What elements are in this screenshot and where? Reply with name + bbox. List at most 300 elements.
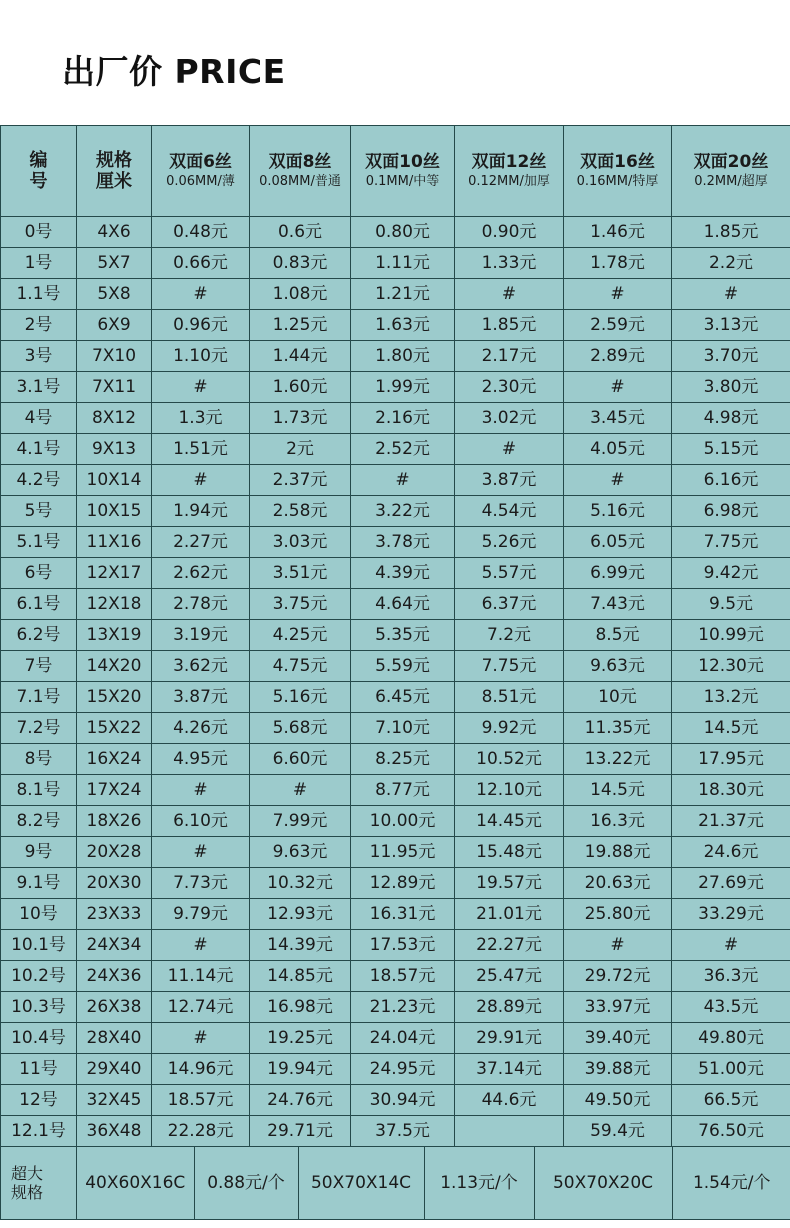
row-price: 1.11元 (351, 248, 455, 279)
row-price: 22.27元 (455, 930, 564, 961)
row-size: 9X13 (77, 434, 152, 465)
row-price: 2.62元 (152, 558, 250, 589)
row-price: 49.50元 (564, 1085, 672, 1116)
row-price: # (455, 434, 564, 465)
row-price: 10.52元 (455, 744, 564, 775)
header-spec-bottom: 厘米 (96, 171, 132, 192)
row-price: 0.90元 (455, 217, 564, 248)
row-price: 39.40元 (564, 1023, 672, 1054)
row-number: 10.2号 (1, 961, 77, 992)
row-number: 9号 (1, 837, 77, 868)
header-number-bottom: 号 (29, 171, 48, 192)
row-number: 0号 (1, 217, 77, 248)
row-price: 37.14元 (455, 1054, 564, 1085)
row-price: 33.29元 (672, 899, 790, 930)
row-price: 1.10元 (152, 341, 250, 372)
row-price: 1.25元 (250, 310, 351, 341)
row-price: 0.6元 (250, 217, 351, 248)
row-number: 11号 (1, 1054, 77, 1085)
header-col-8-sub: 0.08MM/普通 (259, 174, 341, 189)
header-col-20-sub: 0.2MM/超厚 (694, 174, 768, 189)
row-price: 12.10元 (455, 775, 564, 806)
table-row (1, 868, 790, 899)
row-price: 12.93元 (250, 899, 351, 930)
price-table (0, 125, 790, 1220)
row-price: 4.26元 (152, 713, 250, 744)
row-number: 5.1号 (1, 527, 77, 558)
row-size: 14X20 (77, 651, 152, 682)
row-price: 3.13元 (672, 310, 790, 341)
row-number: 6.2号 (1, 620, 77, 651)
row-price: 59.4元 (564, 1116, 672, 1147)
oversize-price: 0.88元/个 (194, 1147, 298, 1219)
row-price: 6.05元 (564, 527, 672, 558)
row-price: 44.6元 (455, 1085, 564, 1116)
row-price: 7.75元 (455, 651, 564, 682)
oversize-size: 40X60X16C (77, 1147, 194, 1219)
table-row (1, 837, 790, 868)
row-price: 49.80元 (672, 1023, 790, 1054)
table-row (1, 527, 790, 558)
table-row (1, 217, 790, 248)
row-price: 10.99元 (672, 620, 790, 651)
header-number-top: 编 (29, 150, 48, 171)
header-col-16-main: 双面16丝 (580, 152, 655, 172)
row-price: 9.63元 (564, 651, 672, 682)
row-number: 5号 (1, 496, 77, 527)
row-price: 16.3元 (564, 806, 672, 837)
row-price: 29.72元 (564, 961, 672, 992)
row-price: 9.79元 (152, 899, 250, 930)
row-size: 12X17 (77, 558, 152, 589)
table-row (1, 496, 790, 527)
row-number: 10.3号 (1, 992, 77, 1023)
row-price: 6.37元 (455, 589, 564, 620)
row-price: # (152, 775, 250, 806)
row-price: 25.80元 (564, 899, 672, 930)
row-price: 0.83元 (250, 248, 351, 279)
row-price: 2.52元 (351, 434, 455, 465)
row-price: 25.47元 (455, 961, 564, 992)
row-price: 10.00元 (351, 806, 455, 837)
table-row (1, 992, 790, 1023)
row-price: # (152, 465, 250, 496)
row-price: 3.02元 (455, 403, 564, 434)
row-price: 1.73元 (250, 403, 351, 434)
row-number: 3号 (1, 341, 77, 372)
row-price: 6.98元 (672, 496, 790, 527)
row-size: 5X7 (77, 248, 152, 279)
row-price: 18.57元 (152, 1085, 250, 1116)
row-number: 6.1号 (1, 589, 77, 620)
row-price: # (564, 930, 672, 961)
oversize-items (77, 1147, 790, 1220)
row-price: 2.16元 (351, 403, 455, 434)
row-price: # (455, 279, 564, 310)
row-price: 10元 (564, 682, 672, 713)
row-price: 6.16元 (672, 465, 790, 496)
row-price: 1.60元 (250, 372, 351, 403)
header-col-12-main: 双面12丝 (471, 152, 547, 172)
row-price: 9.5元 (672, 589, 790, 620)
row-price: 14.39元 (250, 930, 351, 961)
oversize-size: 50X70X14C (298, 1147, 424, 1219)
row-price: 5.68元 (250, 713, 351, 744)
row-price: 3.51元 (250, 558, 351, 589)
header-col-6-main: 双面6丝 (169, 152, 232, 172)
row-size: 13X19 (77, 620, 152, 651)
row-price: 3.87元 (152, 682, 250, 713)
row-price: 43.5元 (672, 992, 790, 1023)
row-price: 24.95元 (351, 1054, 455, 1085)
row-price: 14.96元 (152, 1054, 250, 1085)
row-size: 7X11 (77, 372, 152, 403)
row-number: 4.1号 (1, 434, 77, 465)
row-price: 11.95元 (351, 837, 455, 868)
row-price: 39.88元 (564, 1054, 672, 1085)
row-price: 17.95元 (672, 744, 790, 775)
row-price: 0.48元 (152, 217, 250, 248)
row-size: 11X16 (77, 527, 152, 558)
row-price: 0.80元 (351, 217, 455, 248)
row-price: # (152, 1023, 250, 1054)
row-size: 36X48 (77, 1116, 152, 1147)
row-size: 8X12 (77, 403, 152, 434)
row-price: 51.00元 (672, 1054, 790, 1085)
header-col-16 (564, 126, 672, 217)
row-number: 7.2号 (1, 713, 77, 744)
row-price: 3.80元 (672, 372, 790, 403)
row-price: 3.45元 (564, 403, 672, 434)
header-col-20 (672, 126, 790, 217)
row-number: 7号 (1, 651, 77, 682)
row-price: 6.45元 (351, 682, 455, 713)
row-price: 8.5元 (564, 620, 672, 651)
row-price: 3.70元 (672, 341, 790, 372)
row-price: # (152, 279, 250, 310)
row-price: 13.22元 (564, 744, 672, 775)
row-price: 1.21元 (351, 279, 455, 310)
row-price: 13.2元 (672, 682, 790, 713)
row-size: 10X14 (77, 465, 152, 496)
row-price: # (564, 372, 672, 403)
table-row (1, 403, 790, 434)
oversize-price: 1.54元/个 (692, 1173, 771, 1193)
row-price: 0.66元 (152, 248, 250, 279)
row-price: 24.76元 (250, 1085, 351, 1116)
row-price: 2.78元 (152, 589, 250, 620)
table-row (1, 775, 790, 806)
row-size: 6X9 (77, 310, 152, 341)
row-price: 9.92元 (455, 713, 564, 744)
row-size: 5X8 (77, 279, 152, 310)
row-price: 1.33元 (455, 248, 564, 279)
row-size: 32X45 (77, 1085, 152, 1116)
row-price: 17.53元 (351, 930, 455, 961)
table-row (1, 744, 790, 775)
row-price: 5.16元 (564, 496, 672, 527)
header-col-10-sub: 0.1MM/中等 (365, 174, 440, 189)
table-row (1, 1054, 790, 1085)
row-price: 7.43元 (564, 589, 672, 620)
row-price: 1.3元 (152, 403, 250, 434)
row-price: 29.91元 (455, 1023, 564, 1054)
row-price: 28.89元 (455, 992, 564, 1023)
table-row (1, 713, 790, 744)
row-price: 7.73元 (152, 868, 250, 899)
row-size: 18X26 (77, 806, 152, 837)
row-price: 12.74元 (152, 992, 250, 1023)
row-price: 37.5元 (351, 1116, 455, 1147)
oversize-size: 50X70X20C (534, 1147, 672, 1219)
table-row (1, 930, 790, 961)
row-price: 1.85元 (672, 217, 790, 248)
row-price: 16.98元 (250, 992, 351, 1023)
row-price: 3.78元 (351, 527, 455, 558)
row-price: 14.5元 (672, 713, 790, 744)
row-price: 66.5元 (672, 1085, 790, 1116)
header-spec-top: 规格 (96, 150, 132, 171)
row-number: 8.1号 (1, 775, 77, 806)
row-size: 28X40 (77, 1023, 152, 1054)
row-price: 11.35元 (564, 713, 672, 744)
row-price: 76.50元 (672, 1116, 790, 1147)
table-row (1, 465, 790, 496)
row-price: 19.94元 (250, 1054, 351, 1085)
header-col-20-main: 双面20丝 (693, 152, 769, 172)
row-price: 1.08元 (250, 279, 351, 310)
row-price: 3.62元 (152, 651, 250, 682)
row-price: 29.71元 (250, 1116, 351, 1147)
row-price: 8.51元 (455, 682, 564, 713)
row-price: 21.23元 (351, 992, 455, 1023)
oversize-label-bottom: 规格 (11, 1183, 44, 1202)
row-price: 4.05元 (564, 434, 672, 465)
row-size: 4X6 (77, 217, 152, 248)
table-row (1, 961, 790, 992)
header-col-12-sub: 0.12MM/加厚 (468, 174, 550, 189)
row-price: 1.80元 (351, 341, 455, 372)
row-price: 3.03元 (250, 527, 351, 558)
row-price: 19.57元 (455, 868, 564, 899)
row-price: 5.59元 (351, 651, 455, 682)
row-price: 7.99元 (250, 806, 351, 837)
row-number: 7.1号 (1, 682, 77, 713)
row-price: 19.88元 (564, 837, 672, 868)
row-price: # (152, 837, 250, 868)
row-size: 20X28 (77, 837, 152, 868)
row-number: 2号 (1, 310, 77, 341)
row-price: 33.97元 (564, 992, 672, 1023)
row-price: 10.32元 (250, 868, 351, 899)
row-size: 15X22 (77, 713, 152, 744)
row-number: 1号 (1, 248, 77, 279)
oversize-price: 1.13元/个 (424, 1147, 534, 1219)
row-number: 8.2号 (1, 806, 77, 837)
row-price: 22.28元 (152, 1116, 250, 1147)
row-size: 7X10 (77, 341, 152, 372)
header-col-8 (250, 126, 351, 217)
row-price: 12.30元 (672, 651, 790, 682)
row-number: 10.1号 (1, 930, 77, 961)
row-price: 1.94元 (152, 496, 250, 527)
row-price: 2.37元 (250, 465, 351, 496)
row-number: 3.1号 (1, 372, 77, 403)
row-price: 9.63元 (250, 837, 351, 868)
row-price: 0.96元 (152, 310, 250, 341)
row-price: 36.3元 (672, 961, 790, 992)
row-price: # (672, 930, 790, 961)
row-number: 10.4号 (1, 1023, 77, 1054)
row-price: 4.75元 (250, 651, 351, 682)
row-price: # (250, 775, 351, 806)
row-size: 24X34 (77, 930, 152, 961)
price-rows (1, 217, 790, 1147)
row-size: 16X24 (77, 744, 152, 775)
row-price: # (152, 930, 250, 961)
row-price: 14.5元 (564, 775, 672, 806)
header-col-6-sub: 0.06MM/薄 (166, 174, 235, 189)
table-row (1, 248, 790, 279)
table-row (1, 1023, 790, 1054)
row-price: # (564, 465, 672, 496)
row-price: 4.98元 (672, 403, 790, 434)
row-price: 27.69元 (672, 868, 790, 899)
row-size: 24X36 (77, 961, 152, 992)
row-price: 6.60元 (250, 744, 351, 775)
table-row (1, 620, 790, 651)
header-col-6 (152, 126, 250, 217)
row-price: 11.14元 (152, 961, 250, 992)
table-row (1, 341, 790, 372)
row-number: 4号 (1, 403, 77, 434)
row-price: 5.57元 (455, 558, 564, 589)
row-price: 2.59元 (564, 310, 672, 341)
row-price: 3.19元 (152, 620, 250, 651)
row-price: 7.75元 (672, 527, 790, 558)
row-number: 12.1号 (1, 1116, 77, 1147)
row-price: 6.10元 (152, 806, 250, 837)
row-price: 2.27元 (152, 527, 250, 558)
row-price: 1.85元 (455, 310, 564, 341)
row-number: 9.1号 (1, 868, 77, 899)
row-price: 2.58元 (250, 496, 351, 527)
row-size: 12X18 (77, 589, 152, 620)
row-price: 4.64元 (351, 589, 455, 620)
row-price: 19.25元 (250, 1023, 351, 1054)
row-number: 1.1号 (1, 279, 77, 310)
row-size: 10X15 (77, 496, 152, 527)
header-col-8-main: 双面8丝 (268, 152, 332, 172)
header-row (1, 126, 790, 217)
row-price: 20.63元 (564, 868, 672, 899)
row-price: 2.30元 (455, 372, 564, 403)
row-size: 26X38 (77, 992, 152, 1023)
header-spec (77, 126, 152, 217)
row-price: 3.75元 (250, 589, 351, 620)
row-price: 30.94元 (351, 1085, 455, 1116)
row-price: # (152, 372, 250, 403)
row-price: 2.17元 (455, 341, 564, 372)
table-row (1, 589, 790, 620)
page-title: 出厂价 PRICE (62, 52, 286, 91)
row-price: 21.37元 (672, 806, 790, 837)
row-price: 14.45元 (455, 806, 564, 837)
row-price (455, 1116, 564, 1147)
row-price: 5.35元 (351, 620, 455, 651)
row-price: # (672, 279, 790, 310)
table-row (1, 279, 790, 310)
row-price: 24.04元 (351, 1023, 455, 1054)
row-price: 4.25元 (250, 620, 351, 651)
row-price: 3.22元 (351, 496, 455, 527)
row-price: 1.99元 (351, 372, 455, 403)
row-price: 21.01元 (455, 899, 564, 930)
row-price: 12.89元 (351, 868, 455, 899)
row-size: 17X24 (77, 775, 152, 806)
row-price: # (564, 279, 672, 310)
row-price: 18.30元 (672, 775, 790, 806)
table-row (1, 1085, 790, 1116)
row-price: 7.2元 (455, 620, 564, 651)
row-size: 15X20 (77, 682, 152, 713)
row-number: 10号 (1, 899, 77, 930)
row-price: 18.57元 (351, 961, 455, 992)
row-price: 3.87元 (455, 465, 564, 496)
row-price: 2.2元 (672, 248, 790, 279)
row-price: 24.6元 (672, 837, 790, 868)
table-row (1, 372, 790, 403)
row-number: 4.2号 (1, 465, 77, 496)
table-row (1, 806, 790, 837)
oversize-label-top: 超大 (11, 1164, 44, 1183)
table-row (1, 899, 790, 930)
row-price: 5.15元 (672, 434, 790, 465)
row-number: 6号 (1, 558, 77, 589)
row-price: 7.10元 (351, 713, 455, 744)
row-price: 5.16元 (250, 682, 351, 713)
row-price: 9.42元 (672, 558, 790, 589)
row-price: 2元 (250, 434, 351, 465)
oversize-label (1, 1147, 77, 1220)
row-size: 29X40 (77, 1054, 152, 1085)
row-number: 12号 (1, 1085, 77, 1116)
header-col-16-sub: 0.16MM/特厚 (576, 174, 659, 189)
row-price: 1.78元 (564, 248, 672, 279)
row-price: 2.89元 (564, 341, 672, 372)
row-price: 1.63元 (351, 310, 455, 341)
row-price: 8.25元 (351, 744, 455, 775)
row-price: 1.51元 (152, 434, 250, 465)
header-number (1, 126, 77, 217)
header-col-10-main: 双面10丝 (365, 152, 440, 172)
row-price: 4.95元 (152, 744, 250, 775)
row-price: 8.77元 (351, 775, 455, 806)
row-number: 8号 (1, 744, 77, 775)
row-price: 4.54元 (455, 496, 564, 527)
row-price: 6.99元 (564, 558, 672, 589)
header-col-12 (455, 126, 564, 217)
row-size: 20X30 (77, 868, 152, 899)
row-price: 15.48元 (455, 837, 564, 868)
oversize-row (1, 1147, 790, 1220)
row-price: 5.26元 (455, 527, 564, 558)
table-row (1, 1116, 790, 1147)
table-row (1, 310, 790, 341)
table-row (1, 558, 790, 589)
row-price: 14.85元 (250, 961, 351, 992)
row-price: # (351, 465, 455, 496)
